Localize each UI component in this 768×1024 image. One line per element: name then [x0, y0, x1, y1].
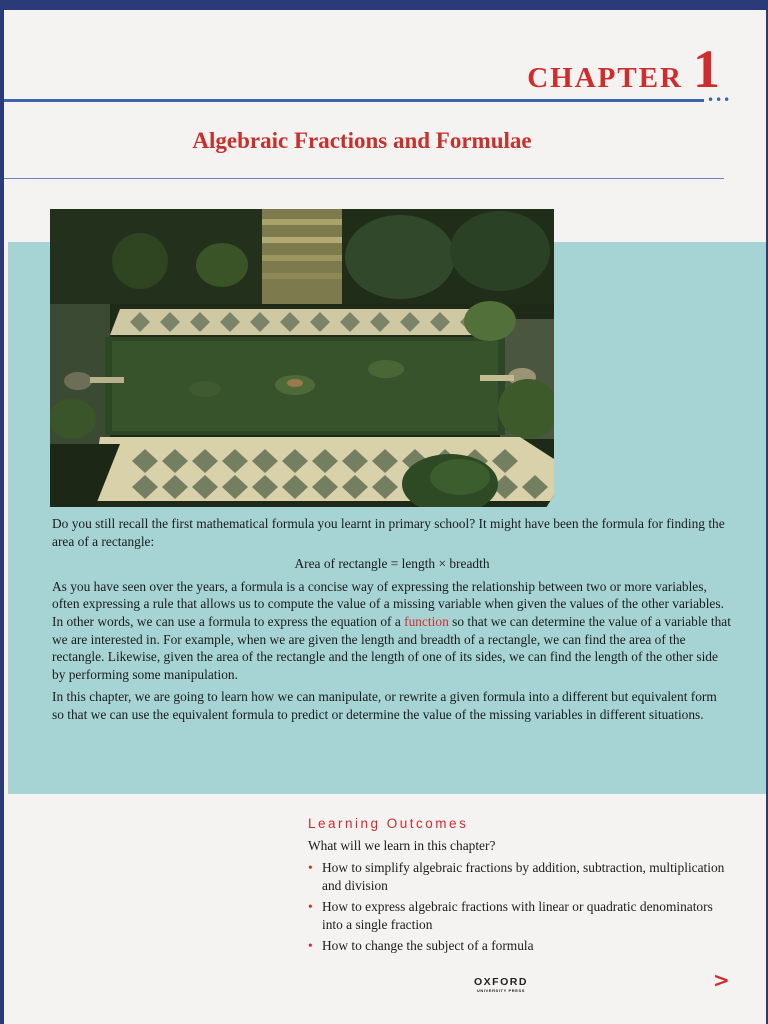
area-formula: Area of rectangle = length × breadth: [294, 556, 490, 572]
bullet-icon: •: [308, 938, 313, 954]
bullet-icon: •: [308, 860, 313, 875]
publisher-name: OXFORD: [474, 976, 528, 988]
chapter-number: 1: [693, 39, 720, 99]
chapter-introduction: [52, 515, 732, 729]
bullet-icon: •: [308, 899, 313, 915]
garden-courtyard-photo: [50, 209, 554, 507]
formula-paragraph-part2: so that we can determine the value of a variable that we are interested in. For example, when we are given the length and breadth of a rectangle, we can find the area of the rectangle. Likewise, given the area of the rectangle and the length of one of its sides, we can find the length of the other side by performing some manipulation.: [52, 613, 731, 682]
textbook-page: [4, 10, 766, 1024]
publisher-subtitle: UNIVERSITY PRESS: [476, 988, 526, 993]
learning-outcomes-question: What will we learn in this chapter?: [308, 838, 496, 853]
learning-outcomes: [308, 816, 728, 959]
next-page-arrow-icon[interactable]: >: [713, 968, 730, 992]
chapter-goal-paragraph: In this chapter, we are going to learn how we can manipulate, or rewrite a given formula into a different but equivalent form so that we can use the equivalent formula to predict or determine the value of the missing variables in different situations.: [52, 689, 717, 722]
intro-paragraph: Do you still recall the first mathematical formula you learnt in primary school? It might have been the formula for finding the area of a rectangle:: [52, 516, 725, 549]
title-rule: [4, 178, 724, 179]
header-rule-dots: •••: [707, 93, 732, 107]
learning-outcomes-list: [308, 859, 728, 955]
chapter-title: Algebraic Fractions and Formulae: [192, 128, 532, 153]
list-item: [308, 937, 728, 955]
outcome-text: How to change the subject of a formula: [322, 938, 534, 954]
list-item: [308, 898, 728, 933]
outcome-text: How to simplify algebraic fractions by addition, subtraction, multiplication and division: [322, 860, 725, 893]
header-rule: [4, 99, 704, 102]
oxford-logo: [474, 976, 528, 993]
formula-paragraph: [52, 578, 732, 684]
function-keyword[interactable]: function: [404, 613, 449, 629]
chapter-word: CHAPTER: [527, 62, 683, 94]
learning-outcomes-title: Learning Outcomes: [308, 816, 469, 831]
list-item: [308, 859, 728, 894]
chapter-heading: [527, 39, 720, 99]
outcome-text: How to express algebraic fractions with linear or quadratic denominators into a single fraction: [322, 899, 713, 932]
formula-paragraph-part1: As you have seen over the years, a formula is a concise way of expressing the relationship between two or more variables, often expressing a rule that allows us to compute the value of a missing variable when given the values of the other variables. In other words, we can use a formula to express the equation of a: [52, 578, 724, 629]
